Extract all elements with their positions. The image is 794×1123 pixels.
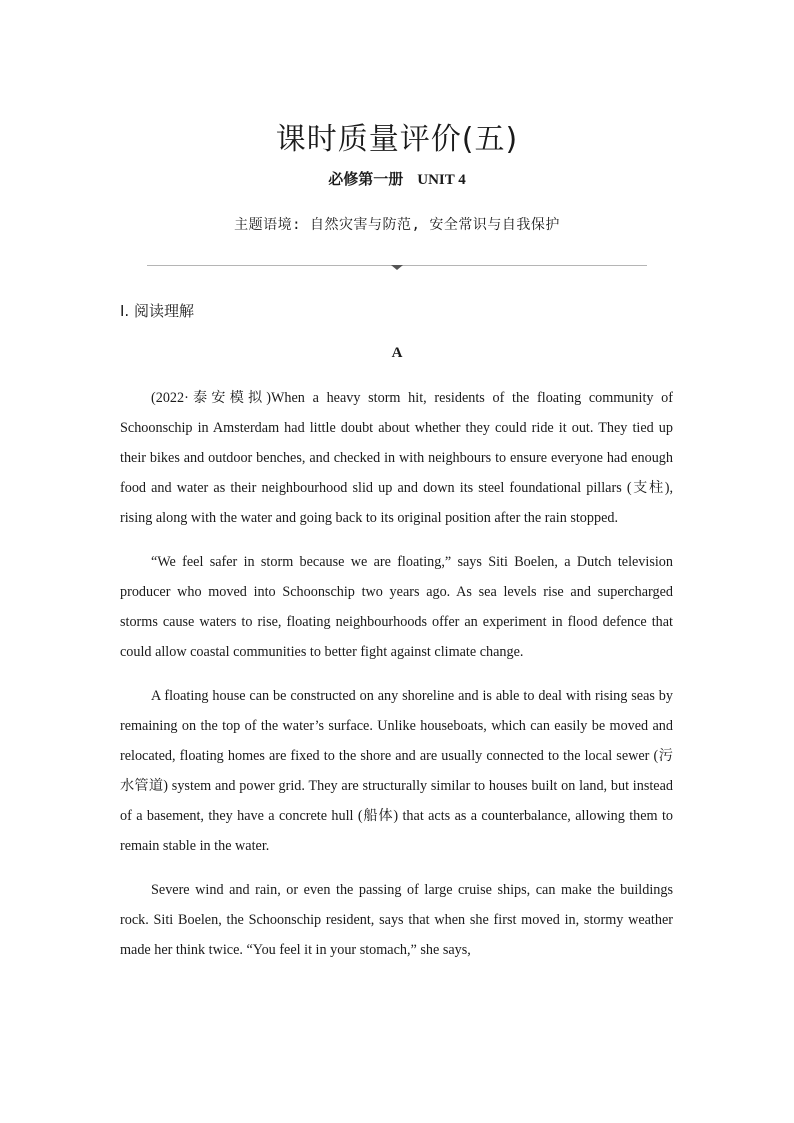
subtitle <box>0 168 794 189</box>
section-heading: Ⅰ. 阅读理解 <box>120 302 194 320</box>
paragraph-2: “We feel safer in storm because we are floating,” says Siti Boelen, a Dutch television producer who moved into Schoonschip two years ago. As sea levels rise and supercharged storms cause waters to rise, floating neighbourhoods offer an experiment in flood defence that could allow coastal communities to better fight against climate change. <box>120 554 673 660</box>
passage-label: A <box>391 345 403 361</box>
theme-line: 主题语境: 自然灾害与防范, 安全常识与自我保护 <box>234 217 560 233</box>
paragraph-1: (2022·泰安模拟)When a heavy storm hit, residents of the floating community of Schoonschip in Amsterdam had little doubt about whether they could ride it out. They tied up their bikes and outdoor benches, and checked in with neighbours to ensure everyone had enough food and water as their neighbourhood slid up and down its steel foundational pillars (支柱), rising along with the water and going back to its original position after the rain stopped. <box>120 390 673 526</box>
divider-arrow-icon <box>391 265 403 270</box>
book-name: 必修第一册 <box>328 172 404 188</box>
paragraph-3: A floating house can be constructed on any shoreline and is able to deal with rising seas by remaining on the top of the water’s surface. Unlike houseboats, which can easily be moved and relocated, floating homes are fixed to the shore and are usually connected to the local sewer (污水管道) system and power grid. They are structurally similar to houses built on land, but instead of a basement, they have a concrete hull (船体) that acts as a counterbalance, allowing them to remain stable in the water. <box>120 688 673 854</box>
paragraph-4: Severe wind and rain, or even the passing of large cruise ships, can make the buildings rock. Siti Boelen, the Schoonschip resident, says that when she first moved in, stormy weather made her think twice. “You feel it in your stomach,” she says, <box>120 882 673 958</box>
unit-label: UNIT 4 <box>417 172 466 188</box>
passage-body <box>120 383 673 979</box>
page-title: 课时质量评价(五) <box>275 122 519 158</box>
